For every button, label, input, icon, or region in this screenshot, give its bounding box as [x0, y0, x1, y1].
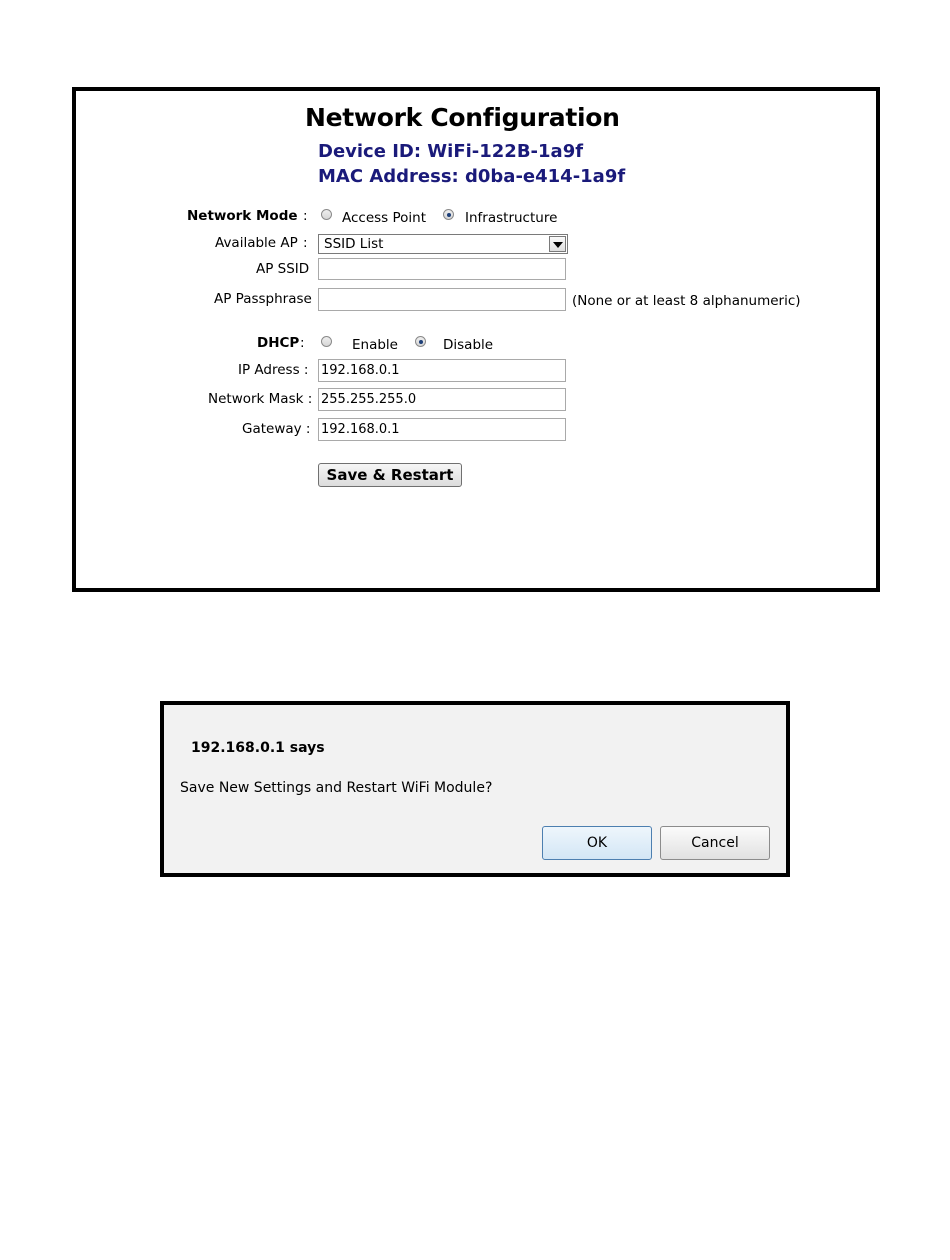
radio-access-point[interactable] — [321, 209, 332, 220]
available-ap-label: Available AP — [215, 235, 298, 251]
radio-infrastructure[interactable] — [443, 209, 454, 220]
infrastructure-label: Infrastructure — [465, 210, 558, 226]
network-mask-label: Network Mask : — [208, 391, 313, 407]
ap-ssid-input[interactable] — [318, 258, 566, 280]
network-mode-label: Network Mode — [187, 208, 298, 224]
network-mode-colon: : — [303, 208, 308, 224]
dialog-message: Save New Settings and Restart WiFi Module? — [180, 780, 493, 796]
save-restart-button[interactable]: Save & Restart — [318, 463, 462, 487]
gateway-label: Gateway : — [242, 421, 311, 437]
ap-passphrase-input[interactable] — [318, 288, 566, 311]
available-ap-value: SSID List — [324, 236, 384, 252]
available-ap-colon: : — [303, 235, 308, 251]
radio-dhcp-enable[interactable] — [321, 336, 332, 347]
dhcp-enable-label: Enable — [352, 337, 398, 353]
network-mask-input[interactable] — [318, 388, 566, 411]
gateway-input[interactable] — [318, 418, 566, 441]
network-config-panel — [72, 87, 880, 592]
confirm-dialog — [160, 701, 790, 877]
available-ap-select[interactable] — [318, 234, 568, 254]
dhcp-disable-label: Disable — [443, 337, 494, 353]
mac-address: MAC Address: d0ba-e414-1a9f — [318, 166, 626, 187]
dialog-title: 192.168.0.1 says — [191, 740, 325, 756]
device-id: Device ID: WiFi-122B-1a9f — [318, 141, 584, 162]
ap-ssid-label: AP SSID — [256, 261, 310, 277]
dhcp-colon: : — [300, 335, 305, 351]
access-point-label: Access Point — [342, 210, 427, 226]
ok-button[interactable]: OK — [542, 826, 652, 860]
chevron-down-icon[interactable] — [549, 236, 566, 252]
ap-passphrase-label: AP Passphrase — [214, 291, 312, 307]
dhcp-label: DHCP — [257, 335, 300, 351]
cancel-button[interactable]: Cancel — [660, 826, 770, 860]
radio-dhcp-disable[interactable] — [415, 336, 426, 347]
passphrase-hint: (None or at least 8 alphanumeric) — [572, 293, 801, 309]
page-title: Network Configuration — [305, 103, 620, 132]
ip-address-input[interactable] — [318, 359, 566, 382]
ip-address-label: IP Adress : — [238, 362, 309, 378]
